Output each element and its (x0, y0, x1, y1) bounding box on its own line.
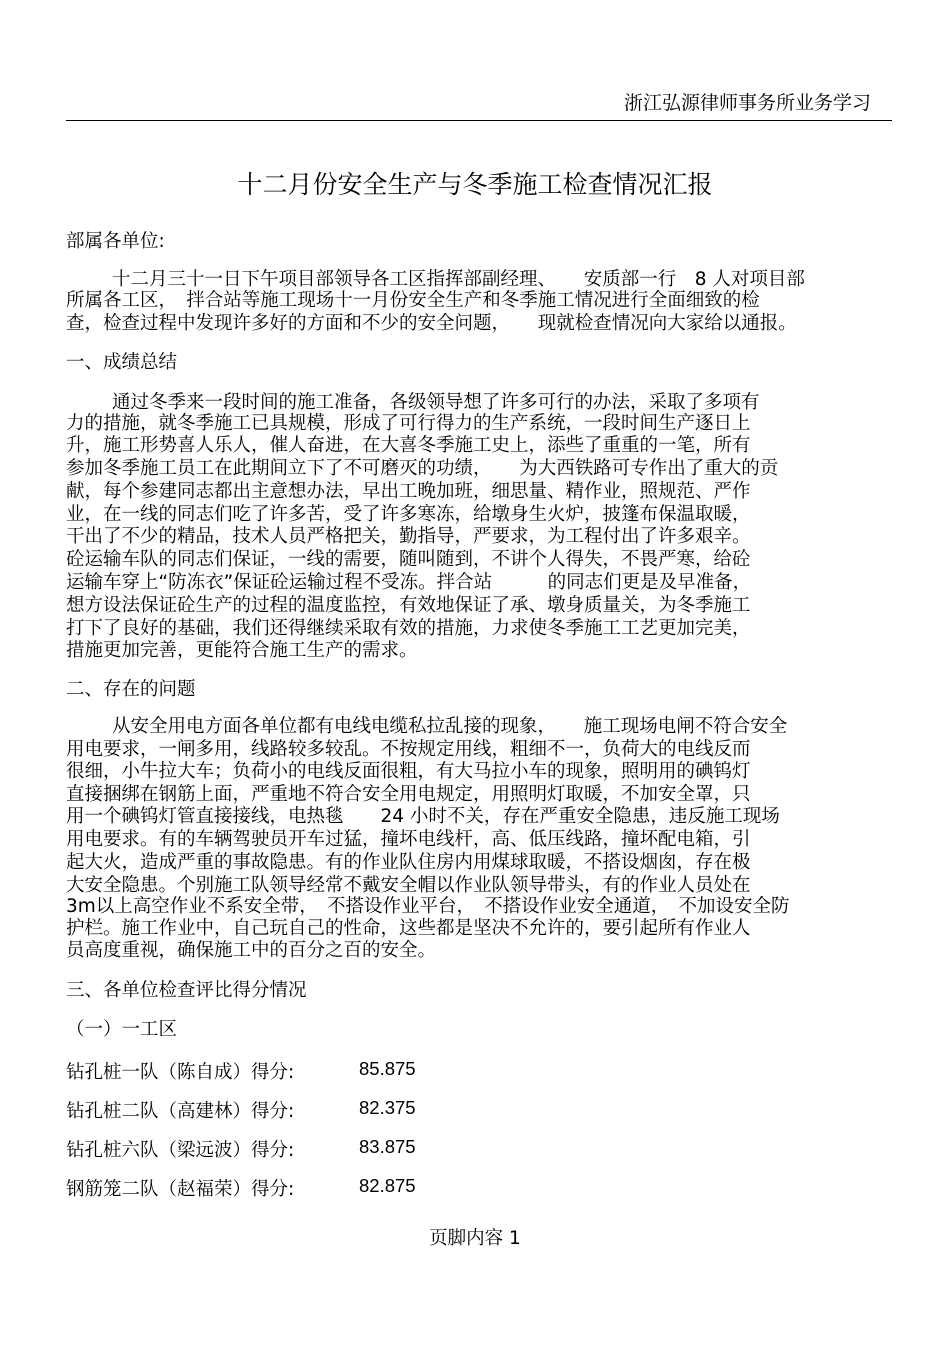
score-team-name: 钻孔桩六队（梁远波）得分: (66, 1140, 295, 1161)
section2-line: 用电要求。有的车辆驾驶员开车过猛，撞坏电线杆，高、低压线路，撞坏配电箱，引 (66, 829, 751, 850)
score-value: 82.875 (359, 1175, 416, 1196)
section2-line: 起大火，造成严重的事故隐患。有的作业队住房内用煤球取暖，不搭设烟囱，存在极 (66, 852, 751, 873)
section2-line: 用电要求，一闸多用，线路较多较乱。不按规定用线，粗细不一，负荷大的电线反而 (66, 739, 751, 760)
section1-line: 砼运输车队的同志们保证，一线的需要，随叫随到，不讲个人得失，不畏严寒，给砼 (66, 549, 751, 570)
section1-line: 想方设法保证砼生产的过程的温度监控，有效地保证了承、墩身质量关，为冬季施工 (66, 595, 751, 616)
score-team-name: 钢筋笼二队（赵福荣）得分: (66, 1179, 295, 1200)
section1-line: 力的措施，就冬季施工已具规模，形成了可行得力的生产系统，一段时间生产逐日上 (66, 413, 751, 434)
section3-subheading: （一）一工区 (66, 1019, 178, 1040)
intro-line: 所属各工区， 拌合站等施工现场十一月份安全生产和冬季施工情况进行全面细致的检 (66, 290, 760, 311)
section2-heading: 二、存在的问题 (66, 679, 196, 700)
section2-line: 大安全隐患。个别施工队领导经常不戴安全帽以作业队领导带头，有的作业人员处在 (66, 875, 751, 896)
section2-line: 很细，小牛拉大车；负荷小的电线反面很粗，有大马拉小车的现象，照明用的碘钨灯 (66, 761, 751, 782)
section2-line: 员高度重视，确保施工中的百分之百的安全。 (66, 940, 437, 961)
score-team-name: 钻孔桩二队（高建林）得分: (66, 1101, 295, 1122)
section2-line: 用一个碘钨灯管直接接线，电热毯 24 小时不关，存在严重安全隐患，违反施工现场 (66, 806, 780, 827)
score-value: 82.375 (359, 1097, 416, 1118)
section1-line: 升，施工形势喜人乐人，催人奋进，在大喜冬季施工史上，添些了重重的一笔，所有 (66, 435, 751, 456)
score-value: 83.875 (359, 1136, 416, 1157)
intro-line: 十二月三十一日下午项目部领导各工区指挥部副经理、 安质部一行 8 人对项目部 (112, 269, 805, 290)
section1-line: 运输车穿上“防冻衣”保证砼运输过程不受冻。拌合站 的同志们更是及早准备， (66, 572, 752, 593)
header-organization: 浙江弘源律师事务所业务学习 (623, 92, 871, 114)
page-footer: 页脚内容 1 (429, 1228, 521, 1249)
salutation: 部属各单位: (66, 231, 165, 252)
score-team-name: 钻孔桩一队（陈自成）得分: (66, 1062, 295, 1083)
section1-line: 干出了不少的精品，技术人员严格把关，勤指导，严要求，为工程付出了许多艰辛。 (66, 526, 751, 547)
section1-line: 参加冬季施工员工在此期间立下了不可磨灭的功绩， 为大西铁路可专作出了重大的贡 (66, 458, 779, 479)
section2-line: 从安全用电方面各单位都有电线电缆私拉乱接的现象， 施工现场电闸不符合安全 (112, 716, 788, 737)
intro-line: 查，检查过程中发现许多好的方面和不少的安全问题， 现就检查情况向大家给以通报。 (66, 313, 797, 334)
document-title: 十二月份安全生产与冬季施工检查情况汇报 (237, 170, 713, 199)
score-value: 85.875 (359, 1058, 416, 1079)
header-divider (66, 120, 892, 121)
section2-line: 3m以上高空作业不系安全带， 不搭设作业平台， 不搭设作业安全通道， 不加设安全防 (66, 896, 790, 917)
section1-line: 业，在一线的同志们吃了许多苦，受了许多寒冻，给墩身生火炉，披篷布保温取暖， (66, 504, 751, 525)
section2-line: 护栏。施工作业中，自己玩自己的性命，这些都是坚决不允许的，要引起所有作业人 (66, 918, 751, 939)
section3-heading: 三、各单位检查评比得分情况 (66, 980, 307, 1001)
section1-heading: 一、成绩总结 (66, 352, 178, 373)
section1-line: 献，每个参建同志都出主意想办法，早出工晚加班，细思量、精作业，照规范、严作 (66, 481, 751, 502)
section1-line: 措施更加完善，更能符合施工生产的需求。 (66, 640, 418, 661)
section2-line: 直接捆绑在钢筋上面，严重地不符合安全用电规定，用照明灯取暖，不加安全罩，只 (66, 784, 751, 805)
section1-line: 打下了良好的基础，我们还得继续采取有效的措施，力求使冬季施工工艺更加完美， (66, 618, 751, 639)
section1-line: 通过冬季来一段时间的施工准备，各级领导想了许多可行的办法，采取了多项有 (112, 392, 760, 413)
